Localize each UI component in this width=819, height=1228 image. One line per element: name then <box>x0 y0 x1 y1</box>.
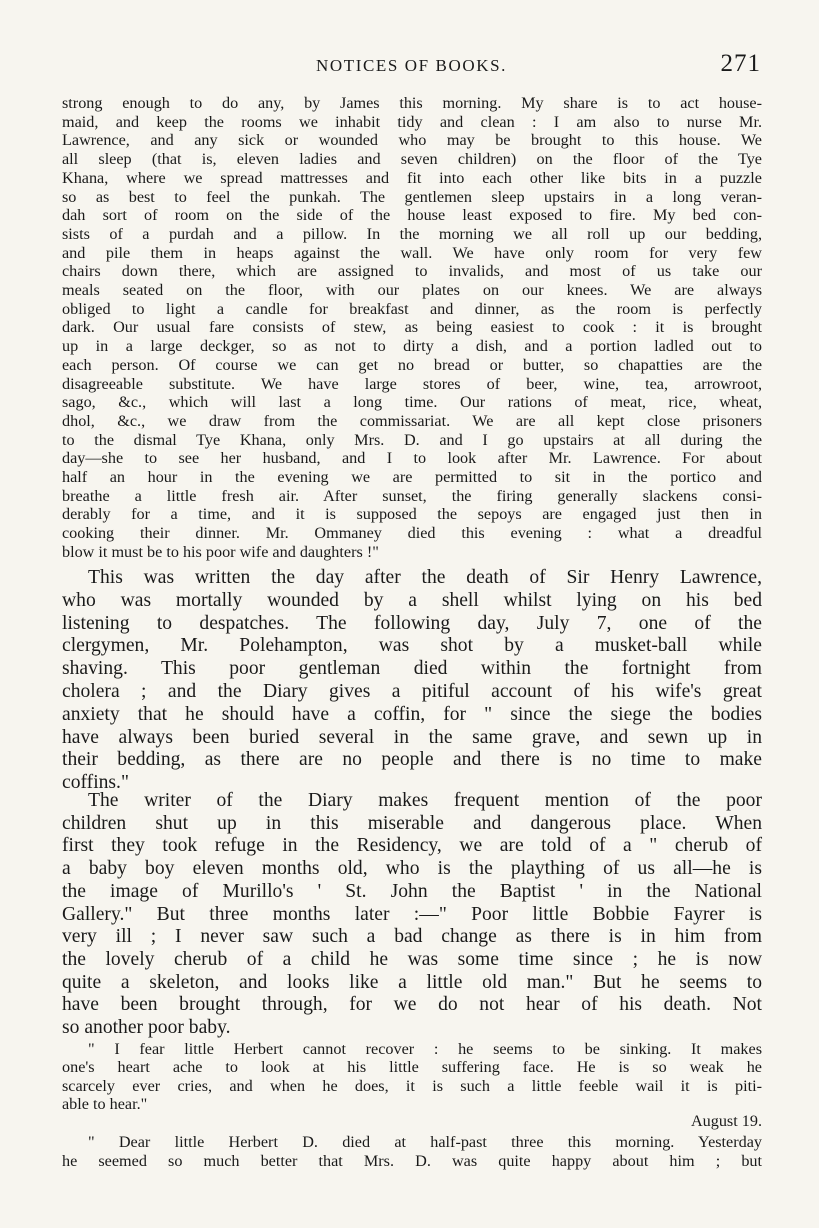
paragraph-line: their bedding, as there are no people and there is no time to make <box>62 749 762 771</box>
paragraph-line: This was written the day after the death of Sir Henry Lawrence, <box>88 567 762 588</box>
quote-line: chairs down there, which are assigned to invalids, and most of us take our <box>62 262 762 281</box>
paragraph-line: a baby boy eleven months old, who is the plaything of us all—he is <box>62 858 762 880</box>
quote-line: dah sort of room on the side of the house least exposed to fire. My bed con- <box>62 206 762 225</box>
paragraph-line: the image of Murillo's ' St. John the Baptist ' in the National <box>62 880 762 902</box>
paragraph-line: first they took refuge in the Residency, we are told of a " cherub of <box>62 835 762 857</box>
quote-line: sago, &c., which will last a long time. Our rations of meat, rice, wheat, <box>62 393 762 412</box>
page-number: 271 <box>720 50 761 77</box>
paragraph-line: listening to despatches. The following day, July 7, one of the <box>62 612 762 634</box>
paragraph-line: children shut up in this miserable and dangerous place. When <box>62 812 762 834</box>
quote-line: " Dear little Herbert D. died at half-past three this morning. Yesterday <box>88 1133 762 1151</box>
quote-line: breathe a little fresh air. After sunset, the firing generally slackens consi- <box>62 486 762 505</box>
paragraph-line: quite a skeleton, and looks like a little old man." But he seems to <box>62 971 762 993</box>
quote-line: " I fear little Herbert cannot recover : he seems to be sinking. It makes <box>88 1040 762 1058</box>
quote-line: he seemed so much better that Mrs. D. was quite happy about him ; but <box>62 1151 762 1170</box>
paragraph-line: anxiety that he should have a coffin, for " since the siege the bodies <box>62 703 762 725</box>
quote-line: Khana, where we spread mattresses and fit into each other like bits in a puzzle <box>62 168 762 187</box>
date-line: August 19. <box>690 1112 762 1130</box>
quote-line: to the dismal Tye Khana, only Mrs. D. and I go upstairs at all during the <box>62 430 762 449</box>
quote-line: blow it must be to his poor wife and daughters !" <box>62 542 379 561</box>
quote-line: dhol, &c., we draw from the commissariat. We are all kept close prisoners <box>62 411 762 430</box>
paragraph-line: the lovely cherub of a child he was some time since ; he is now <box>62 948 762 970</box>
quote-line: day—she to see her husband, and I to look after Mr. Lawrence. For about <box>62 449 762 468</box>
paragraph-line: have always been buried several in the same grave, and sewn up in <box>62 726 762 748</box>
quote-line: obliged to light a candle for breakfast and dinner, as the room is perfectly <box>62 299 762 318</box>
quote-line: each person. Of course we can get no bread or butter, so chapatties are the <box>62 355 762 374</box>
quote-line: up in a large deckger, so as not to dirty a dish, and a portion ladled out to <box>62 337 762 356</box>
quote-line: Lawrence, and any sick or wounded who may be brought to this house. We <box>62 131 762 150</box>
quote-line: all sleep (that is, eleven ladies and seven children) on the floor of the Tye <box>62 150 762 169</box>
paragraph-line: The writer of the Diary makes frequent mention of the poor <box>88 790 762 811</box>
paragraph-line: very ill ; I never saw such a bad change as there is in him from <box>62 926 762 948</box>
quote-line: dark. Our usual fare consists of stew, as being easiest to cook : it is brought <box>62 318 762 337</box>
quote-line: able to hear." <box>62 1094 148 1113</box>
paragraph-line: Gallery." But three months later :—" Poor little Bobbie Fayrer is <box>62 903 762 925</box>
quote-line: maid, and keep the rooms we inhabit tidy and clean : I am also to nurse Mr. <box>62 112 762 131</box>
paragraph-line: shaving. This poor gentleman died within the fortnight from <box>62 658 762 680</box>
quote-line: strong enough to do any, by James this morning. My share is to act house- <box>62 94 762 112</box>
paragraph-line: who was mortally wounded by a shell whilst lying on his bed <box>62 589 762 611</box>
quote-line: so as best to feel the punkah. The gentlemen sleep upstairs in a long veran- <box>62 187 762 206</box>
paragraph-line: clergymen, Mr. Polehampton, was shot by a musket-ball while <box>62 635 762 657</box>
paragraph-line: coffins." <box>62 772 129 794</box>
quote-line: and pile them in heaps against the wall. We have only room for very few <box>62 243 762 262</box>
quote-line: meals seated on the floor, with our plates on our knees. We are always <box>62 281 762 299</box>
paragraph-line: so another poor baby. <box>62 1017 231 1038</box>
quote-line: half an hour in the evening we are permitted to sit in the portico and <box>62 468 762 486</box>
running-head <box>62 50 761 80</box>
paragraph-line: have been brought through, for we do not hear of his death. Not <box>62 994 762 1016</box>
quote-line: one's heart ache to look at his little suffering face. He is so weak he <box>62 1058 762 1077</box>
quote-line: disagreeable substitute. We have large stores of beer, wine, tea, arrowroot, <box>62 374 762 393</box>
paragraph-line: cholera ; and the Diary gives a pitiful account of his wife's great <box>62 681 762 702</box>
running-title: NOTICES OF BOOKS. <box>315 56 508 75</box>
quote-line: scarcely ever cries, and when he does, it is such a little feeble wail it is piti- <box>62 1076 762 1095</box>
quote-line: cooking their dinner. Mr. Ommaney died this evening : what a dreadful <box>62 524 762 543</box>
quote-line: sists of a purdah and a pillow. In the morning we all roll up our bedding, <box>62 224 762 243</box>
quote-line: derably for a time, and it is supposed the sepoys are engaged just then in <box>62 505 762 524</box>
